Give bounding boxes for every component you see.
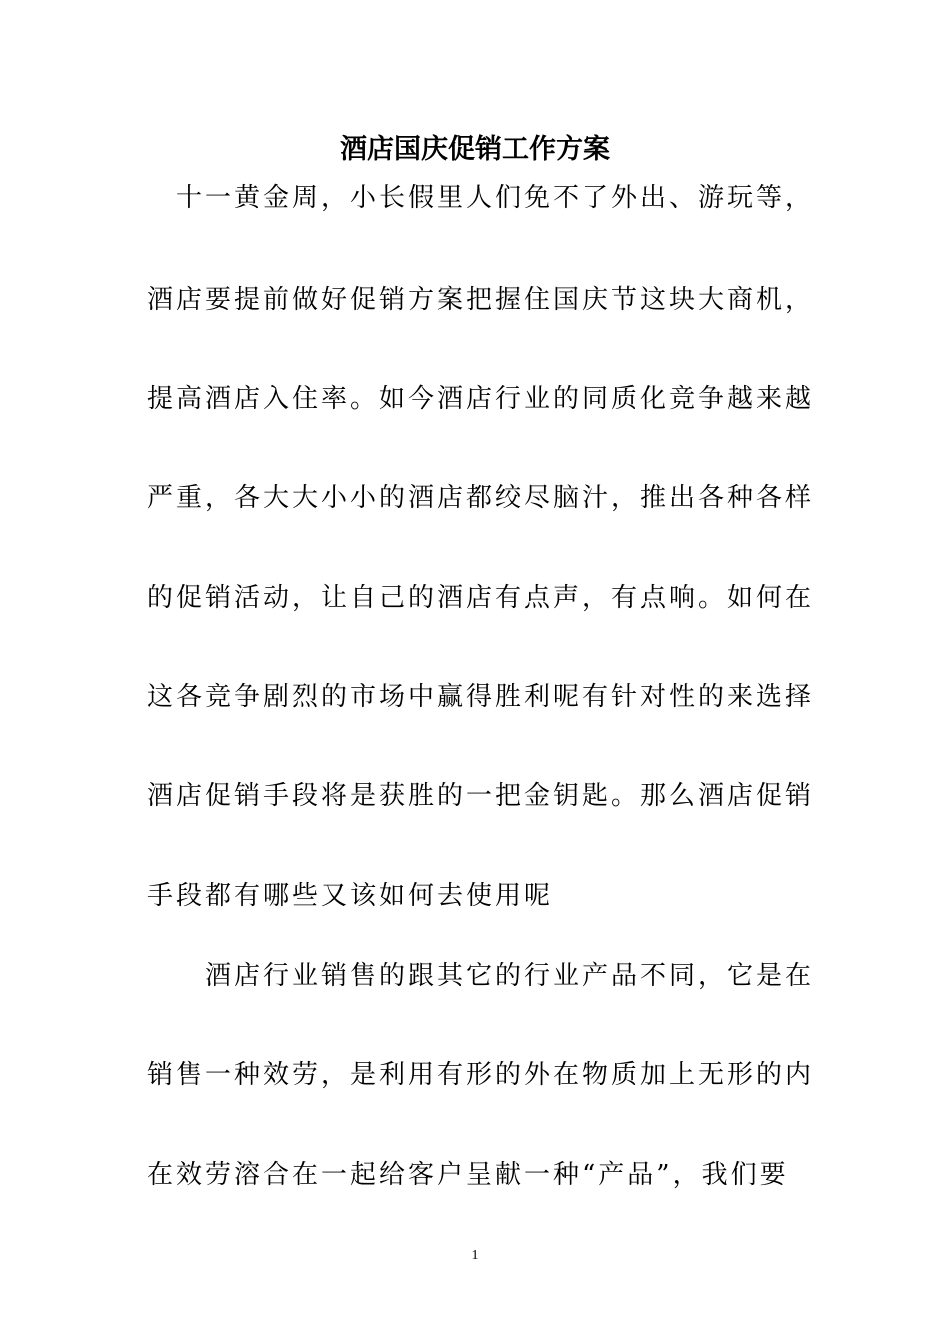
document-title: 酒店国庆促销工作方案	[340, 134, 610, 165]
paragraph-line-4: 严重，各大大小小的酒店都绞尽脑汁，推出各种各样	[147, 483, 815, 513]
paragraph-line-1: 十一黄金周，小长假里人们免不了外出、游玩等，	[147, 183, 815, 213]
paragraph-line-2: 酒店要提前做好促销方案把握住国庆节这块大商机，	[147, 285, 815, 315]
paragraph-line-5: 的促销活动，让自己的酒店有点声，有点响。如何在	[147, 583, 815, 613]
paragraph-line-6: 这各竞争剧烈的市场中赢得胜利呢有针对性的来选择	[147, 682, 815, 712]
paragraph-line-11: 在效劳溶合在一起给客户呈献一种“产品”，我们要	[147, 1160, 789, 1190]
page-number: 1	[471, 1248, 479, 1263]
paragraph-line-8: 手段都有哪些又该如何去使用呢	[147, 881, 554, 911]
paragraph-line-7: 酒店促销手段将是获胜的一把金钥匙。那么酒店促销	[147, 781, 815, 811]
paragraph-line-3: 提高酒店入住率。如今酒店行业的同质化竞争越来越	[147, 384, 815, 414]
paragraph-line-9: 酒店行业销售的跟其它的行业产品不同，它是在	[147, 961, 815, 991]
paragraph-line-10: 销售一种效劳，是利用有形的外在物质加上无形的内	[147, 1060, 815, 1090]
